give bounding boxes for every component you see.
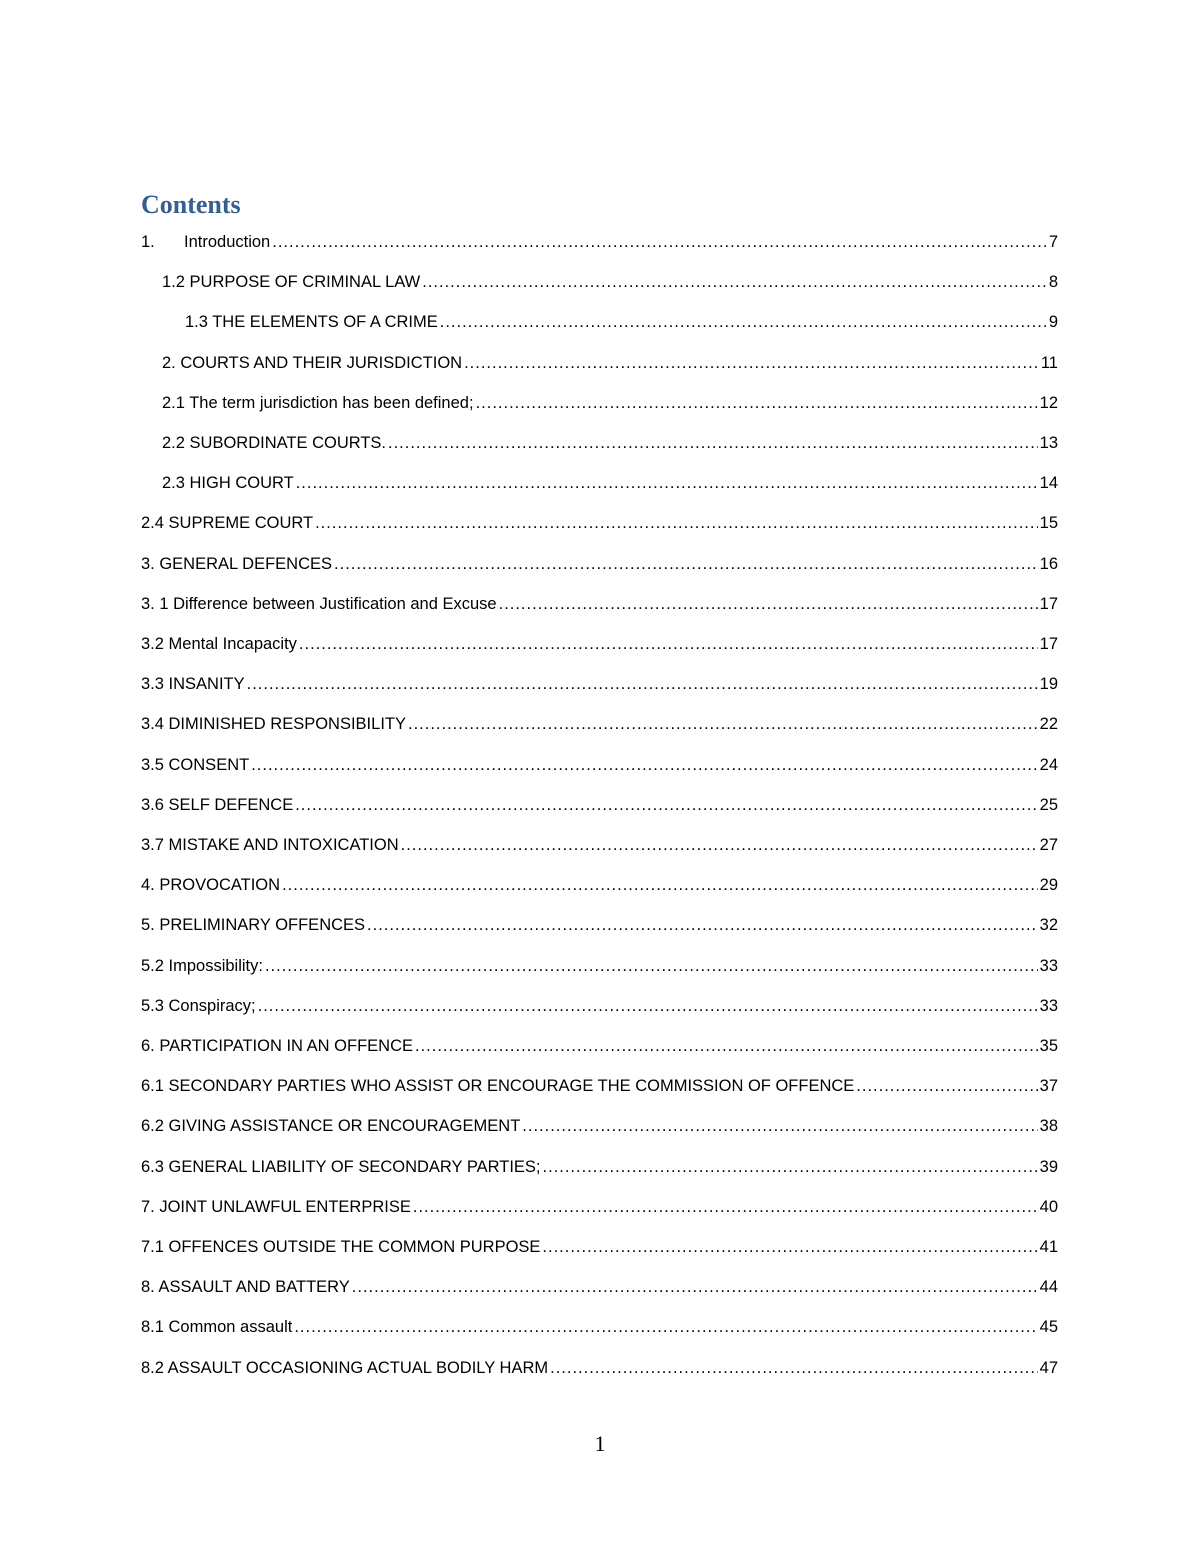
toc-entry-page: 12 [1039, 393, 1058, 412]
toc-entry-page: 11 [1040, 353, 1058, 372]
toc-entry[interactable] [162, 266, 1058, 294]
toc-entry-page: 17 [1039, 635, 1058, 653]
toc-dot-leader [334, 552, 1038, 576]
toc-dot-leader [499, 592, 1038, 616]
toc-entry-title: 7.1 OFFENCES OUTSIDE THE COMMON PURPOSE [141, 1238, 541, 1256]
toc-entry[interactable] [162, 467, 1058, 495]
toc-entry[interactable] [162, 387, 1058, 415]
toc-entry[interactable] [141, 1191, 1058, 1219]
toc-dot-leader [294, 1315, 1037, 1339]
toc-entry[interactable] [141, 749, 1058, 777]
toc-dot-leader [265, 954, 1038, 978]
toc-dot-leader [272, 230, 1046, 254]
toc-entry[interactable] [141, 628, 1058, 656]
toc-entry[interactable] [141, 990, 1058, 1018]
toc-entry-title: 6. PARTICIPATION IN AN OFFENCE [141, 1037, 413, 1055]
page-number: 1 [594, 1431, 606, 1456]
toc-dot-leader [415, 1034, 1038, 1058]
toc-entry-page: 44 [1039, 1278, 1058, 1297]
toc-entry[interactable] [141, 1151, 1058, 1179]
toc-entry-title: 5. PRELIMINARY OFFENCES [141, 916, 366, 935]
toc-entry-page: 22 [1039, 715, 1058, 734]
toc-entry-title: 1.2 PURPOSE OF CRIMINAL LAW [162, 273, 421, 292]
toc-entry-page: 37 [1039, 1077, 1058, 1096]
toc-entry-page: 47 [1039, 1358, 1058, 1377]
toc-entry[interactable] [141, 1070, 1058, 1098]
toc-entry-page: 7 [1048, 233, 1058, 251]
toc-dot-leader [282, 873, 1038, 897]
toc-entry-page: 45 [1039, 1318, 1058, 1337]
toc-entry-page: 16 [1039, 554, 1058, 573]
toc-dot-leader [408, 712, 1038, 736]
toc-entry-page: 35 [1039, 1037, 1058, 1055]
toc-entry-title: 2.4 SUPREME COURT [141, 514, 314, 533]
toc-entry-page: 33 [1039, 996, 1058, 1015]
toc-entry-number: 1. [141, 233, 155, 251]
toc-dot-leader [522, 1114, 1037, 1138]
toc-dot-leader [251, 753, 1037, 777]
toc-entry-page: 40 [1039, 1197, 1058, 1216]
toc-entry-title: 7. JOINT UNLAWFUL ENTERPRISE [141, 1197, 411, 1216]
toc-entry-title: 6.3 GENERAL LIABILITY OF SECONDARY PARTIES; [141, 1157, 541, 1176]
toc-entry[interactable] [141, 507, 1058, 535]
toc-entry-title: 3.6 SELF DEFENCE [141, 795, 294, 814]
toc-entry-page: 27 [1039, 836, 1058, 854]
toc-entry[interactable] [141, 950, 1058, 978]
toc-dot-leader [315, 511, 1038, 535]
toc-entry[interactable] [141, 909, 1058, 937]
toc-dot-leader [258, 994, 1038, 1018]
toc-entry[interactable] [141, 548, 1058, 576]
toc-entry-title: Introduction [184, 233, 271, 251]
toc-entry[interactable] [162, 427, 1058, 455]
toc-entry[interactable] [141, 1311, 1058, 1339]
toc-entry-page: 15 [1039, 514, 1058, 533]
toc-entry-page: 13 [1039, 434, 1058, 452]
toc-entry[interactable] [141, 588, 1058, 616]
toc-entry-title: 3. GENERAL DEFENCES [141, 554, 333, 573]
toc-entry-page: 29 [1039, 876, 1058, 895]
toc-entry[interactable] [141, 789, 1058, 817]
toc-entry-title: 3.4 DIMINISHED RESPONSIBILITY [141, 715, 406, 734]
toc-dot-leader [542, 1235, 1037, 1259]
toc-entry[interactable] [141, 1271, 1058, 1299]
toc-entry-title: 2.1 The term jurisdiction has been defined; [162, 393, 474, 412]
toc-entry-page: 8 [1048, 273, 1058, 292]
toc-entry-page: 17 [1039, 594, 1058, 613]
toc-entry-page: 24 [1039, 755, 1058, 774]
toc-entry-title: 8. ASSAULT AND BATTERY [141, 1278, 350, 1297]
toc-entry[interactable] [141, 829, 1058, 857]
toc-entry-title: 3.3 INSANITY [141, 675, 245, 694]
toc-entry[interactable] [141, 226, 1058, 254]
toc-entry-title: 3. 1 Difference between Justification and Excuse [141, 594, 497, 613]
toc-entry-page: 33 [1039, 956, 1058, 975]
toc-entry-title: 3.2 Mental Incapacity [141, 635, 297, 653]
toc-entry-page: 32 [1039, 916, 1058, 935]
toc-entry-page: 25 [1039, 795, 1058, 814]
toc-entry-title: 4. PROVOCATION [141, 876, 281, 895]
toc-dot-leader [413, 1195, 1038, 1219]
toc-entry-title: 5.3 Conspiracy; [141, 996, 256, 1015]
toc-entry-title: 2.3 HIGH COURT [162, 474, 294, 493]
toc-entry[interactable] [141, 708, 1058, 736]
toc-dot-leader [422, 270, 1046, 294]
toc-entry[interactable] [141, 668, 1058, 696]
toc-entry-title: 2. COURTS AND THEIR JURISDICTION [162, 353, 463, 372]
toc-entry-page: 41 [1039, 1238, 1058, 1256]
toc-dot-leader [352, 1275, 1038, 1299]
toc-entry[interactable] [141, 1231, 1058, 1259]
toc-entry[interactable] [162, 347, 1058, 375]
toc-entry[interactable] [141, 1030, 1058, 1058]
toc-dot-leader [388, 431, 1038, 455]
toc-dot-leader [543, 1155, 1038, 1179]
toc-entry-page: 39 [1039, 1157, 1058, 1176]
toc-entry-title: 1.3 THE ELEMENTS OF A CRIME [185, 313, 438, 332]
toc-entry[interactable] [141, 1110, 1058, 1138]
toc-entry-page: 14 [1039, 474, 1058, 493]
toc-entry-title: 3.5 CONSENT [141, 755, 250, 774]
toc-entry-title: 6.2 GIVING ASSISTANCE OR ENCOURAGEMENT [141, 1117, 521, 1136]
toc-entry-title: 2.2 SUBORDINATE COURTS. [162, 434, 387, 452]
toc-heading: Contents [141, 190, 241, 219]
toc-entry-title: 6.1 SECONDARY PARTIES WHO ASSIST OR ENCOURAGE THE COMMISSION OF OFFENCE [141, 1077, 855, 1096]
toc-dot-leader [295, 793, 1037, 817]
toc-entry-title: 3.7 MISTAKE AND INTOXICATION [141, 836, 399, 854]
toc-dot-leader [247, 672, 1038, 696]
toc-entry-title: 8.1 Common assault [141, 1318, 293, 1337]
toc-dot-leader [476, 391, 1038, 415]
toc-entry-page: 38 [1039, 1117, 1058, 1136]
toc-dot-leader [856, 1074, 1037, 1098]
toc-entry-title: 8.2 ASSAULT OCCASIONING ACTUAL BODILY HARM [141, 1358, 549, 1377]
toc-dot-leader [296, 471, 1038, 495]
toc-dot-leader [440, 310, 1046, 334]
toc-dot-leader [299, 632, 1038, 656]
toc-entry[interactable] [141, 869, 1058, 897]
toc-entry-title: 5.2 Impossibility: [141, 956, 263, 975]
toc-dot-leader [367, 913, 1038, 937]
toc-entry[interactable] [141, 1352, 1058, 1380]
toc-entry-page: 19 [1039, 675, 1058, 694]
toc-dot-leader [401, 833, 1038, 857]
toc-dot-leader [550, 1356, 1038, 1380]
toc-dot-leader [464, 351, 1039, 375]
toc-entry-page: 9 [1048, 313, 1058, 332]
toc-entry[interactable] [185, 306, 1058, 334]
